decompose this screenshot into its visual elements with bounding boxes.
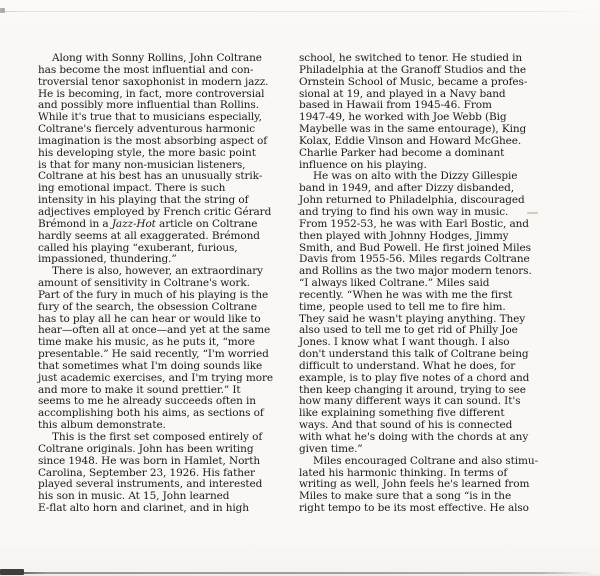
text-line: given time.” — [299, 442, 363, 455]
text-line: Brémond in a Jazz-Hot article on Coltrane — [38, 217, 258, 230]
text-line: troversial tenor saxophonist in modern jazz. — [38, 75, 269, 88]
text-line: how many different ways it can sound. It's — [299, 395, 521, 408]
text-line: Charlie Parker had become a dominant — [299, 146, 505, 159]
text-line: adjectives employed by French critic Gérard — [38, 205, 272, 218]
text-line: lated his harmonic thinking. In terms of — [299, 466, 508, 479]
text-line: Coltrane at his best has an unusually strik- — [38, 170, 263, 183]
text-line: From 1952-53, he was with Earl Bostic, and — [299, 217, 529, 230]
text-line: is that for many non-musician listeners, — [38, 158, 246, 171]
text-line: Miles encouraged Coltrane and also stimu- — [313, 454, 539, 467]
text-line: “I always liked Coltrane.” Miles said — [299, 277, 490, 290]
text-line: Philadelphia at the Granoff Studios and the — [299, 63, 527, 76]
text-line: just academic exercises, and I'm trying more — [38, 371, 273, 384]
paragraph — [38, 53, 290, 266]
paragraph — [299, 171, 555, 455]
text-line: and trying to find his own way in music. — [299, 205, 509, 218]
text-line: example, is to play five notes of a chord and — [299, 371, 530, 384]
paragraph — [299, 53, 555, 171]
text-line: based in Hawaii from 1945-46. From — [299, 99, 492, 112]
text-line: While it's true that to musicians especially, — [38, 111, 262, 124]
text-line: since 1948. He was born in Hamlet, North — [38, 454, 260, 467]
text-line: They said he wasn't playing anything. They — [299, 312, 526, 325]
text-line: has to play all he can hear or would like to — [38, 312, 261, 325]
text-line: hear—often all at once—and yet at the same — [38, 324, 271, 337]
text-line: his developing style, the more basic point — [38, 146, 256, 159]
paragraph — [38, 432, 290, 515]
text-line: Carolina, September 23, 1926. His father — [38, 466, 255, 479]
text-line: presentable.” He said recently, “I'm worried — [38, 348, 269, 361]
text-line: Maybelle was in the same entourage), King — [299, 123, 527, 136]
text-line: He was on alto with the Dizzy Gillespie — [313, 170, 518, 183]
text-line: band in 1949, and after Dizzy disbanded, — [299, 182, 514, 195]
text-line: Coltrane's fiercely adventurous harmonic — [38, 123, 256, 136]
text-line: Coltrane originals. John has been writing — [38, 442, 254, 455]
text-line: then played with Johnny Hodges, Jimmy — [299, 229, 509, 242]
text-line: Smith, and Bud Powell. He first joined Miles — [299, 241, 531, 254]
text-line: this album demonstrate. — [38, 419, 166, 432]
text-line: influence on his playing. — [299, 158, 427, 171]
text-line: that sometimes what I'm doing sounds like — [38, 359, 263, 372]
text-line: writing as well, John feels he's learned from — [299, 478, 530, 491]
text-line: amount of sensitivity in Coltrane's work. — [38, 277, 250, 290]
text-line: Davis from 1955-56. Miles regards Coltrane — [299, 253, 530, 266]
text-line: hardly seems at all exaggerated. Brémond — [38, 229, 260, 242]
paragraph — [299, 456, 555, 515]
text-line: imagination is the most absorbing aspect of — [38, 134, 268, 147]
text-line: intensity in his playing that the string of — [38, 194, 249, 207]
text-line: and possibly more influential than Rollins. — [38, 99, 259, 112]
text-line: This is the first set composed entirely of — [52, 431, 263, 443]
text-line: Kolax, Eddie Vinson and Howard McGhee. — [299, 134, 522, 147]
text-line: called his playing “exuberant, furious, — [38, 241, 238, 254]
text-line: with what he's doing with the chords at any — [299, 431, 529, 443]
text-line: recently. “When he was with me the first — [299, 288, 513, 301]
text-column-right — [299, 53, 555, 515]
text-line: Along with Sonny Rollins, John Coltrane — [52, 52, 262, 64]
text-line: 1947-49, he worked with Joe Webb (Big — [299, 111, 507, 124]
scan-edge-top — [0, 11, 600, 12]
text-line: also used to tell me to get rid of Philly Joe — [299, 324, 518, 337]
text-line: impassioned, thundering.” — [38, 253, 177, 266]
text-line: E-flat alto horn and clarinet, and in high — [38, 502, 249, 515]
scan-speck-top-left — [0, 8, 5, 13]
text-line: There is also, however, an extraordinary — [52, 265, 263, 278]
text-line: John returned to Philadelphia, discouraged — [299, 194, 525, 207]
text-line: don't understand this talk of Coltrane being — [299, 348, 529, 361]
text-line: fury of the search, the obsession Coltrane — [38, 300, 257, 313]
text-line: ing emotional impact. There is such — [38, 182, 226, 195]
text-line: sional at 19, and played in a Navy band — [299, 87, 506, 100]
scan-mark-bottom-left — [0, 569, 24, 575]
text-line: seems to me he already succeeds often in — [38, 395, 256, 408]
text-line: then keep changing it around, trying to see — [299, 383, 526, 396]
text-line: accomplishing both his aims, as sections of — [38, 407, 264, 420]
text-line: has become the most influential and con- — [38, 63, 254, 76]
scan-edge-bottom — [0, 572, 600, 574]
text-line: played several instruments, and interested — [38, 478, 263, 491]
text-line: time, people used to tell me to fire him. — [299, 300, 506, 313]
text-line: Ornstein School of Music, became a profes- — [299, 75, 528, 88]
text-column-left — [38, 53, 290, 515]
text-line: time make his music, as he puts it, “more — [38, 336, 255, 349]
text-line: He is becoming, in fact, more controversial — [38, 87, 265, 100]
text-line: and Rollins as the two major modern tenors. — [299, 265, 532, 278]
text-line: ways. And that sound of his is connected — [299, 419, 513, 432]
paragraph — [38, 266, 290, 432]
text-line: right tempo to be its most effective. He also — [299, 502, 529, 515]
text-line: Miles to make sure that a song “is in the — [299, 490, 512, 503]
text-line: like explaining something five different — [299, 407, 505, 420]
text-line: school, he switched to tenor. He studied in — [299, 52, 523, 64]
text-line: his son in music. At 15, John learned — [38, 490, 230, 503]
text-line: difficult to understand. What he does, for — [299, 359, 516, 372]
text-line: and more to make it sound prettier.” It — [38, 383, 241, 396]
text-line: Jones. I know what I want though. I also — [299, 336, 510, 349]
text-line: Part of the fury in much of his playing is the — [38, 288, 269, 301]
